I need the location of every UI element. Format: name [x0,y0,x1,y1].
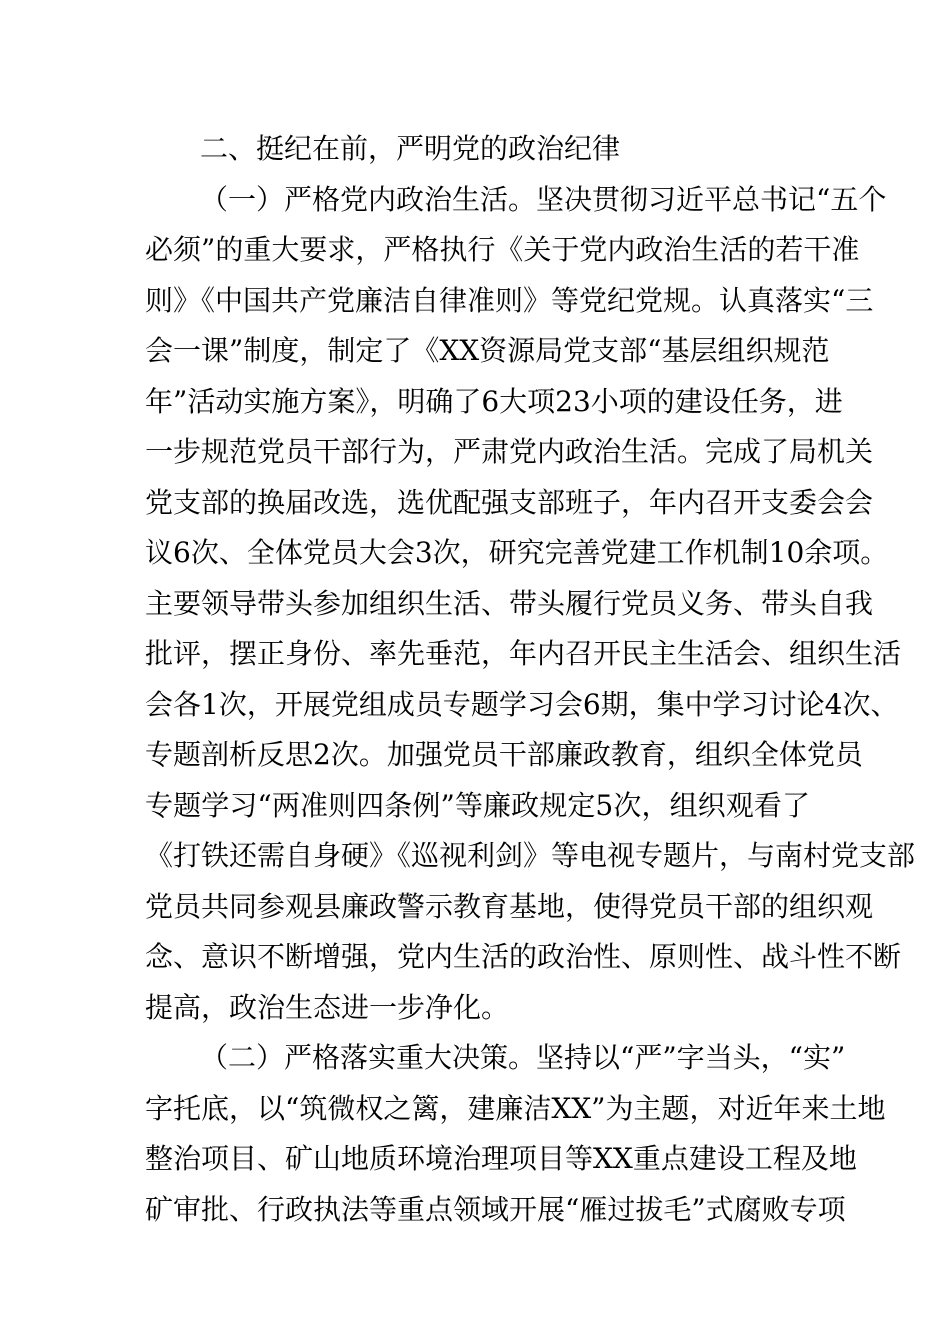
paragraph-line: 矿审批、行政执法等重点领域开展“雁过拔毛”式腐败专项 [145,1193,846,1226]
paragraph-line: 必须”的重大要求，严格执行《关于党内政治生活的若干准 [145,233,860,266]
paragraph-line: 年”活动实施方案》，明确了6大项23小项的建设任务，进 [145,385,843,418]
paragraph-line: 《打铁还需自身硬》《巡视利剑》等电视专题片，与南村党支部 [145,839,916,872]
paragraph-line: 主要领导带头参加组织生活、带头履行党员义务、带头自我 [145,587,874,620]
paragraph-line: （二）严格落实重大决策。坚持以“严”字当头，“实” [200,1041,846,1074]
paragraph-line: 一步规范党员干部行为，严肃党内政治生活。完成了局机关 [145,435,874,468]
paragraph-line: 则》《中国共产党廉洁自律准则》等党纪党规。认真落实“三 [145,284,874,317]
section-heading: 二、挺纪在前，严明党的政治纪律 [200,132,621,165]
paragraph-line: （一）严格党内政治生活。坚决贯彻习近平总书记“五个 [200,183,887,216]
paragraph-line: 党支部的换届改选，选优配强支部班子，年内召开支委会会 [145,486,874,519]
paragraph-line: 整治项目、矿山地质环境治理项目等XX重点建设工程及地 [145,1142,857,1175]
paragraph-line: 提高，政治生态进一步净化。 [145,991,510,1024]
paragraph-line: 专题学习“两准则四条例”等廉政规定5次，组织观看了 [145,789,810,822]
paragraph-line: 党员共同参观县廉政警示教育基地，使得党员干部的组织观 [145,890,874,923]
paragraph-line: 念、意识不断增强，党内生活的政治性、原则性、战斗性不断 [145,940,902,973]
paragraph-line: 会一课”制度，制定了《XX资源局党支部“基层组织规范 [145,334,830,367]
paragraph-line: 议6次、全体党员大会3次，研究完善党建工作机制10余项。 [145,536,889,569]
paragraph-line: 专题剖析反思2次。加强党员干部廉政教育，组织全体党员 [145,738,863,771]
paragraph-line: 会各1次，开展党组成员专题学习会6期，集中学习讨论4次、 [145,688,899,721]
paragraph-line: 字托底，以“筑微权之篱，建廉洁XX”为主题，对近年来土地 [145,1092,886,1125]
paragraph-line: 批评，摆正身份、率先垂范，年内召开民主生活会、组织生活 [145,637,902,670]
